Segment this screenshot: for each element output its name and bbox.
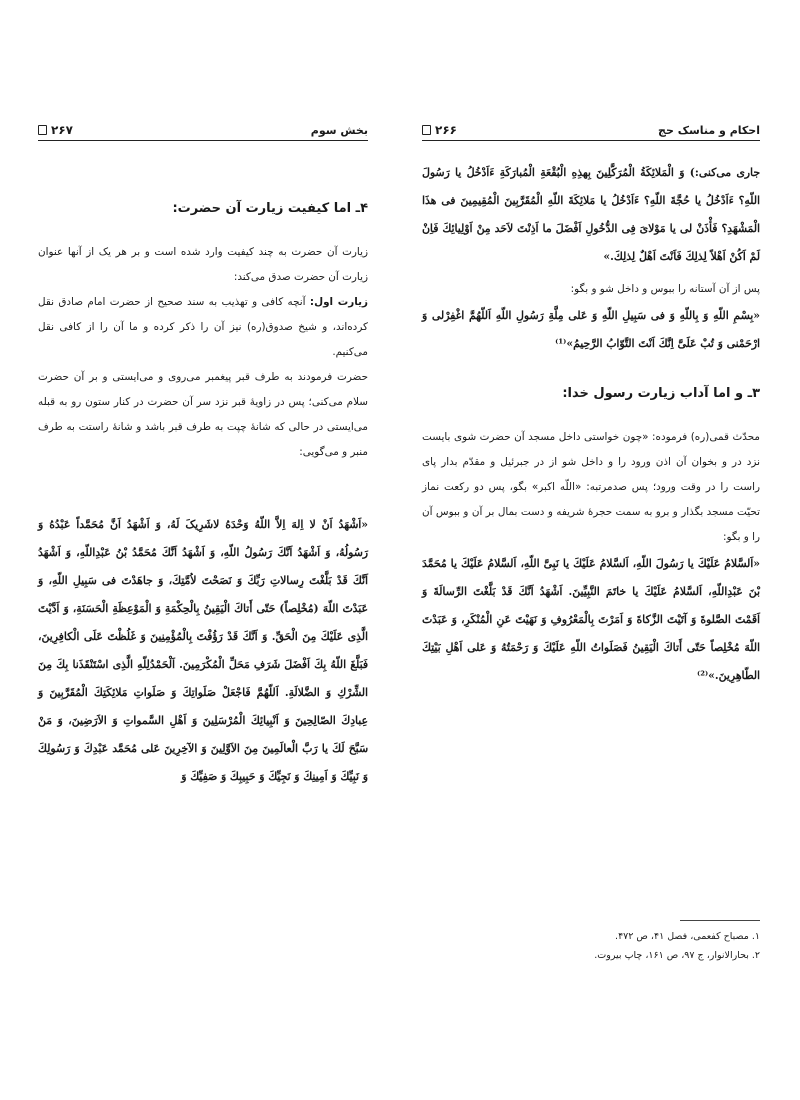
left-instruction-paragraph: حضرت فرمودند به طرف قبر پیغمبر می‌روی و می‌ایستی و بر آن حضرت سلام می‌کنی؛ پس در زاویهٔ قبر نزد سر آن حضرت در کنار ستون رو به قبله می‌ایستی در حالی که شانهٔ چپت به طرف قبر باشد و شانهٔ راستت به طرف منبر و می‌گویی: bbox=[38, 371, 368, 458]
right-page-header bbox=[422, 120, 760, 141]
page-marker-icon bbox=[38, 125, 47, 135]
left-intro-paragraph: زیارت آن حضرت به چند کیفیت وارد شده است و بر هر یک از آنها عنوان زیارت آن حضرت صدق می‌کند: bbox=[38, 246, 368, 283]
right-page-number bbox=[422, 123, 457, 137]
footnote-1: ۱. مصباح کفعمی، فصل ۴۱، ص ۴۷۲. bbox=[615, 931, 760, 942]
right-section-heading: ۳ـ و اما آداب زیارت رسول خدا: bbox=[562, 386, 760, 401]
right-instruction: پس از آن آستانه را ببوس و داخل شو و بگو: bbox=[570, 283, 760, 295]
page-marker-icon bbox=[422, 125, 431, 135]
left-section-heading: ۴ـ اما کیفیت زیارت آن حضرت: bbox=[172, 201, 368, 216]
left-page bbox=[38, 120, 368, 791]
footnotes bbox=[422, 920, 760, 965]
right-bismillah-prayer: «بِسْمِ اللّهِ وَ بِاللّهِ وَ فی سَبِیلِ اللّهِ وَ عَلی مِلَّةِ رَسُولِ اللّهِ اَللّهُمَّ اغْفِرْلی وَ ارْحَمْنی وَ تُبْ عَلَیَّ اِنَّكَ اَنْتَ التَّوّابُ الرَّحِیمُ»⁽¹⁾ bbox=[422, 309, 760, 350]
right-page-number-text: ۲۶۶ bbox=[435, 123, 457, 137]
left-prayer-text: «اَشْهَدُ اَنْ لا اِلهَ اِلاَّ اللّهُ وَحْدَهُ لاشَرِیکَ لَهُ، وَ اَشْهَدُ اَنَّ مُحَمَّداً عَبْدُهُ وَ رَسُولُهُ، وَ اَشْهَدُ اَنَّكَ رَسُولُ اللّهِ، وَ اَشْهَدُ اَنَّكَ مُحَمَّدُ بْنُ عَبْدِاللّهِ، وَ اَشْهَدُ اَنَّكَ قَدْ بَلَّغْتَ رِسالاتِ رَبِّكَ وَ نَصَحْتَ لاُمَّتِكَ، وَ جاهَدْتَ فی سَبِیلِ اللّهِ، وَ عَبَدْتَ اللّهَ (مُخْلِصاً) حَتّی أَتاكَ الْیَقِینُ بِالْحِكْمَةِ وَ الْمَوْعِظَةِ الْحَسَنَةِ، وَ اَدَّیْتَ الَّذِی عَلَیْكَ مِنَ الْحَقِّ. وَ اَنَّكَ قَدْ رَؤُفْتَ بِالْمُؤْمِنِینَ وَ غَلُظْتَ عَلَی الْكافِرِینَ، فَبَلَّغَ اللّهُ بِكَ اَفْضَلَ شَرَفِ مَحَلِّ الْمُكْرَمِینَ. اَلْحَمْدُلِلّهِ الَّذِی اسْتَنْقَذَنا بِكَ مِنَ الشِّرْكِ وَ الضَّلالَةِ. اَللّهُمَّ فَاجْعَلْ صَلَواتِكَ وَ صَلَواتِ مَلائِكَتِكَ الْمُقَرَّبِینَ وَ عِبادِكَ الصّالِحِینَ وَ اَنْبِیائِكَ الْمُرْسَلِینَ وَ اَهْلِ السَّمواتِ وَ الاَرَضِینَ، وَ مَنْ سَبَّحَ لَكَ یا رَبَّ الْعالَمِینَ مِنَ الاَوَّلِینَ وَ الآخِرِینَ عَلی مُحَمَّد عَبْدِكَ وَ رَسُولِكَ وَ نَبِیِّكَ وَ اَمِینِكَ وَ نَجِیِّكَ وَ حَبِیبِكَ وَ صَفِیِّكَ وَ bbox=[38, 518, 368, 783]
first-ziyarat-text: آنچه کافی و تهذیب به سند صحیح از حضرت امام صادق نقل کرده‌اند، و شیخ صدوق(ره) نیز آن را ذکر کرده و ما آن را از کافی نقل می‌کنیم. bbox=[38, 296, 368, 358]
left-first-ziyarat-paragraph bbox=[38, 290, 368, 365]
left-page-header bbox=[38, 120, 368, 141]
right-salam-prayer: «اَلسَّلامُ عَلَیْكَ یا رَسُولَ اللّهِ، اَلسَّلامُ عَلَیْكَ یا نَبِیَّ اللّهِ، اَلسَّلامُ عَلَیْكَ یا مُحَمَّدَ بْنَ عَبْدِاللّهِ، اَلسَّلامُ عَلَیْكَ یا خاتَمَ النَّبِیِّینَ. اَشْهَدُ اَنَّكَ قَدْ بَلَّغْتَ الرِّسالَةَ وَ اَقَمْتَ الصَّلوةَ وَ آتَیْتَ الزَّكاةَ وَ اَمَرْتَ بِالْمَعْرُوفِ وَ نَهَیْتَ عَنِ الْمُنْكَرِ، وَ عَبَدْتَ اللّهَ مُخْلِصاً حَتّی أَتاكَ الْیَقِینُ فَصَلَواتُ اللّهِ عَلَیْكَ وَ رَحْمَتُهُ وَ عَلی اَهْلِ بَیْتِكَ الطّاهِرِینَ.»⁽²⁾ bbox=[422, 557, 760, 682]
first-ziyarat-label: زیارت اول: bbox=[309, 296, 368, 308]
left-running-head: بخش سوم bbox=[310, 123, 368, 137]
right-running-head: احکام و مناسک حج bbox=[658, 123, 760, 137]
left-page-number bbox=[38, 123, 73, 137]
left-page-number-text: ۲۶۷ bbox=[51, 123, 73, 137]
right-prayer-continuation: جاری می‌کنی:) وَ الْمَلائِكَةُ الْمُرَكَّلِینَ بِهذِهِ الْبُقْعَةِ الْمُبارَكَةِ ءَاَدْخُلُ یا رَسُولَ اللّهِ؟ ءَاَدْخُلُ یا حُجَّةَ اللّهِ؟ ءَاَدْخُلُ یا مَلائِكَةَ اللّهِ الْمُقَرَّبِینَ الْمُقِیمِینَ فی هذَا الْمَشْهَدِ؟ فَأْذَنْ لی یا مَوْلایَ فِی الدُّخُولِ اَفْضَلَ ما اَذِنْتَ لاَحَد مِنْ اَوْلِیائِكَ فَاِنْ لَمْ اَكُنْ اَهْلاً لِذلِكَ فَاَنْتَ اَهْلٌ لِذلِكَ.» bbox=[422, 166, 760, 263]
right-adab-paragraph: محدّث قمی(ره) فرموده: «چون خواستی داخل مسجد آن حضرت شوی بایست نزد در و بخوان آن اذن ورود را و داخل شو از در جبرئیل و مقدّم بدار پای راست را در وقت ورود؛ پس صدمرتبه: «اللّه اکبر» بگو، پس دو رکعت نماز تحیّت مسجد بگذار و برو به سمت حجرهٔ شریفه و دست بمال بر آن و ببوس آن را و بگو: bbox=[422, 431, 760, 543]
right-page bbox=[422, 120, 760, 690]
footnote-2: ۲. بحارالانوار، ج ۹۷، ص ۱۶۱، چاپ بیروت. bbox=[594, 950, 760, 961]
footnote-divider bbox=[680, 920, 760, 921]
